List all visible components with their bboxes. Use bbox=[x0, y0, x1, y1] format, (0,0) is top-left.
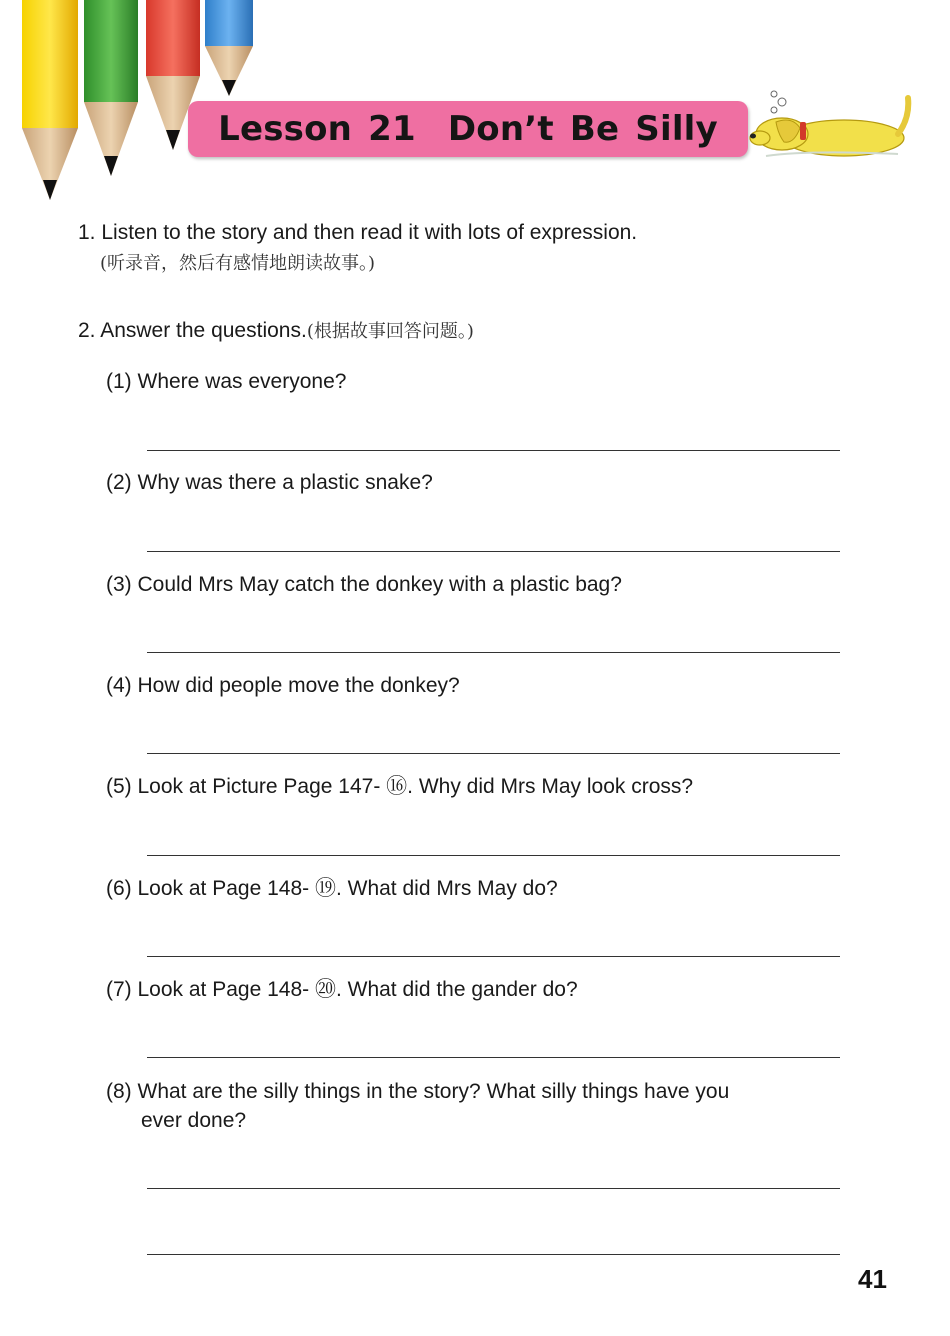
instruction-1-chinese: (听录音，然后有感情地朗读故事。) bbox=[100, 253, 376, 274]
page-number: 41 bbox=[858, 1264, 887, 1294]
answer-line-3[interactable] bbox=[147, 652, 840, 653]
question-6: (6) Look at Page 148- ⑲. What did Mrs May do? bbox=[106, 877, 558, 900]
yellow-pencil bbox=[22, 0, 78, 200]
answer-line-7[interactable] bbox=[147, 1057, 840, 1058]
answer-line-8b[interactable] bbox=[147, 1254, 840, 1255]
instruction-2-text: 2. Answer the questions. bbox=[78, 319, 307, 342]
answer-line-5[interactable] bbox=[147, 855, 840, 856]
lesson-title: Lesson 21 Don’t Be Silly bbox=[218, 109, 718, 149]
question-2: (2) Why was there a plastic snake? bbox=[106, 471, 433, 494]
answer-line-2[interactable] bbox=[147, 551, 840, 552]
answer-line-8a[interactable] bbox=[147, 1188, 840, 1189]
question-3: (3) Could Mrs May catch the donkey with a plastic bag? bbox=[106, 573, 622, 596]
question-4: (4) How did people move the donkey? bbox=[106, 674, 460, 697]
answer-line-6[interactable] bbox=[147, 956, 840, 957]
blue-pencil bbox=[205, 0, 253, 96]
question-8: (8) What are the silly things in the story? What silly things have you bbox=[106, 1080, 730, 1103]
question-1: (1) Where was everyone? bbox=[106, 370, 347, 393]
sleeping-dog-illustration bbox=[748, 88, 920, 160]
question-8-continuation: ever done? bbox=[141, 1109, 247, 1132]
instruction-2-chinese: (根据故事回答问题。) bbox=[306, 321, 474, 342]
lesson-title-bar bbox=[188, 101, 748, 157]
green-pencil bbox=[84, 0, 138, 176]
question-5: (5) Look at Picture Page 147- ⑯. Why did Mrs May look cross? bbox=[106, 775, 694, 798]
answer-line-4[interactable] bbox=[147, 753, 840, 754]
question-7: (7) Look at Page 148- ⑳. What did the gander do? bbox=[106, 978, 578, 1001]
answer-line-1[interactable] bbox=[147, 450, 840, 451]
instruction-1: 1. Listen to the story and then read it with lots of expression. bbox=[78, 221, 638, 244]
instruction-2 bbox=[78, 318, 474, 345]
